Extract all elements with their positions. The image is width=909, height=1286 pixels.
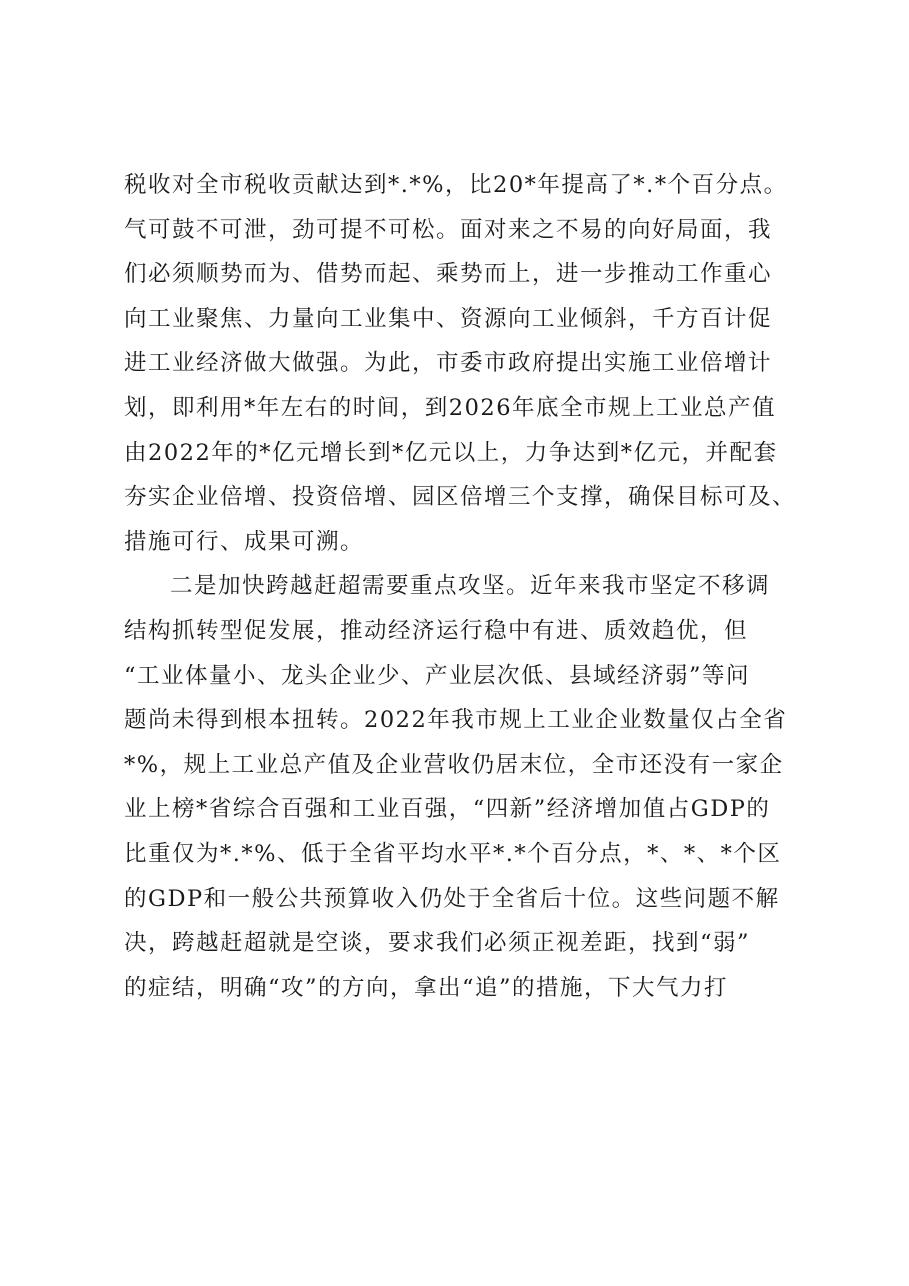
text-line-17: 的GDP和一般公共预算收入仍处于全省后十位。这些问题不解 (124, 885, 780, 912)
text-line-12: “工业体量小、龙头企业少、产业层次低、县域经济弱”等问 (124, 662, 751, 689)
text-line-1: 税收对全市税收贡献达到*.*%，比20*年提高了*.*个百分点。 (124, 172, 788, 198)
text-line-11: 结构抓转型促发展，推动经济运行稳中有进、质效趋优，但 (124, 617, 749, 644)
text-line-3: 们必须顺势而为、借势而起、乘势而上，进一步推动工作重心 (124, 261, 773, 288)
text-line-2: 气可鼓不可泄，劲可提不可松。面对来之不易的向好局面，我 (124, 216, 773, 243)
text-line-6: 划，即利用*年左右的时间，到2026年底全市规上工业总产值 (124, 394, 777, 421)
text-line-19: 的症结，明确“攻”的方向，拿出“追”的措施，下大气力打 (124, 974, 729, 1001)
paragraph-2-first-line: 二是加快跨越赶超需要重点攻坚。近年来我市坚定不移调 (170, 573, 771, 600)
text-line-14: *%，规上工业总产值及企业营收仍居末位，全市还没有一家企 (124, 751, 784, 778)
text-line-18: 决，跨越赶超就是空谈，要求我们必须正视差距，找到“弱” (124, 930, 751, 957)
text-line-7: 由2022年的*亿元增长到*亿元以上，力争达到*亿元，并配套 (124, 439, 778, 466)
text-line-13: 题尚未得到根本扭转。2022年我市规上工业企业数量仅占全省 (124, 707, 788, 734)
text-line-4: 向工业聚焦、力量向工业集中、资源向工业倾斜，千方百计促 (124, 305, 773, 332)
text-line-16: 比重仅为*.*%、低于全省平均水平*.*个百分点，*、*、*个区 (124, 840, 782, 867)
text-line-5: 进工业经济做大做强。为此，市委市政府提出实施工业倍增计 (124, 350, 773, 377)
body-text (124, 163, 804, 1010)
text-line-8: 夯实企业倍增、投资倍增、园区倍增三个支撑，确保目标可及、 (124, 484, 797, 511)
text-line-15: 业上榜*省综合百强和工业百强，“四新”经济增加值占GDP的 (124, 796, 771, 823)
text-line-9: 措施可行、成果可溯。 (124, 528, 365, 555)
